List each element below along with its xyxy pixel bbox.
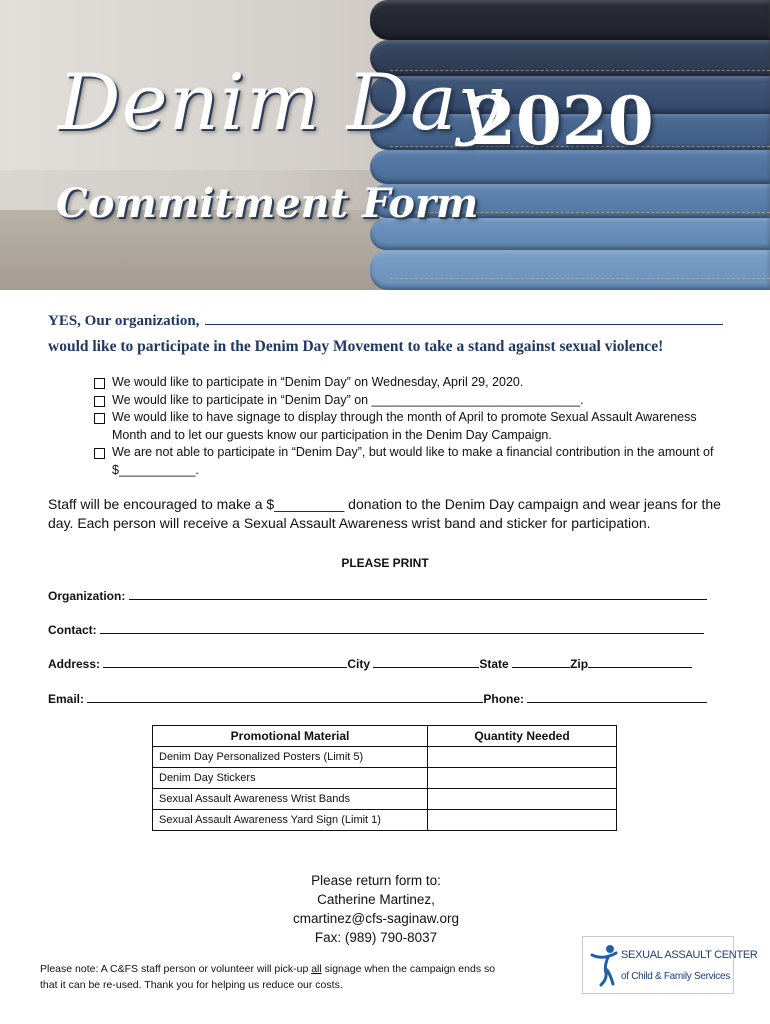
option-label: We would like to participate in “Denim Day” on Wednesday, April 29, 2020. [112, 375, 524, 389]
banner-subtitle: Commitment Form [56, 180, 479, 227]
option-participate-date[interactable] [94, 374, 734, 392]
address-row [48, 656, 692, 671]
return-email[interactable]: cmartinez@cfs-saginaw.org [292, 911, 459, 926]
organization-field [48, 588, 707, 603]
participation-options [94, 374, 734, 479]
please-print-heading: PLEASE PRINT [341, 556, 429, 570]
sexual-assault-center-logo [582, 936, 758, 994]
zip-label: Zip [570, 657, 589, 671]
return-contact-name: Catherine Martinez, [317, 892, 435, 907]
phone-input[interactable] [527, 691, 707, 703]
address-label: Address: [48, 657, 101, 671]
logo-line-2: of Child & Family Services [621, 971, 730, 982]
table-row [153, 768, 617, 789]
organization-blank[interactable] [205, 310, 723, 325]
option-label: We are not able to participate in “Denim Day”, but would like to make a financial contribution in the amount of $___________. [112, 445, 714, 477]
organization-label: Organization: [48, 589, 126, 603]
state-label: State [479, 657, 509, 671]
state-input[interactable] [512, 656, 570, 668]
quantity-cell[interactable] [428, 747, 617, 768]
city-input[interactable] [373, 656, 479, 668]
material-cell: Denim Day Stickers [153, 768, 428, 789]
option-participate-other-date[interactable] [94, 392, 734, 410]
email-input[interactable] [87, 691, 483, 703]
option-label: We would like to participate in “Denim Day” on ______________________________. [112, 392, 584, 407]
table-row [153, 810, 617, 831]
email-row [48, 691, 707, 706]
option-signage[interactable] [94, 409, 734, 444]
return-fax: Fax: (989) 790-8037 [314, 930, 438, 945]
contact-label: Contact: [48, 623, 97, 637]
yes-label: YES, Our organization, [48, 313, 200, 329]
contact-input[interactable] [100, 622, 704, 634]
quantity-cell[interactable] [428, 768, 617, 789]
logo-line-1: SEXUAL ASSAULT CENTER [621, 949, 758, 961]
organization-input[interactable] [129, 588, 707, 600]
checkbox-icon[interactable] [94, 378, 105, 389]
column-header-quantity: Quantity Needed [428, 726, 617, 747]
address-input[interactable] [103, 656, 347, 668]
option-financial-contribution[interactable] [94, 444, 734, 479]
zip-input[interactable] [588, 656, 692, 668]
organization-commitment-line [48, 310, 723, 330]
note-text-before: Please note: A C&FS staff person or volunteer will pick-up [40, 963, 312, 975]
table-row [153, 789, 617, 810]
email-label: Email: [48, 692, 85, 706]
material-cell: Sexual Assault Awareness Yard Sign (Limit 1) [153, 810, 428, 831]
table-header-row [153, 726, 617, 747]
checkbox-icon[interactable] [94, 413, 105, 424]
checkbox-icon[interactable] [94, 396, 105, 407]
note-underlined-word: all [311, 963, 322, 975]
option-label: We would like to have signage to display through the month of April to promote Sexual Assault Awareness Month and to let our guests know our participation in the Denim Day Campaign. [112, 410, 697, 442]
column-header-material: Promotional Material [153, 726, 428, 747]
promotional-material-table [152, 725, 617, 831]
person-figure-icon [589, 943, 619, 987]
city-label: City [347, 657, 371, 671]
table-row [153, 747, 617, 768]
staff-donation-paragraph: Staff will be encouraged to make a $_________ donation to the Denim Day campaign and wear jeans for the day. Each person will receive a Sexual Assault Awareness wrist band and sticker for participation. [48, 496, 721, 531]
material-cell: Denim Day Personalized Posters (Limit 5) [153, 747, 428, 768]
header-banner [0, 0, 770, 290]
pickup-note [40, 961, 510, 993]
participation-statement: would like to participate in the Denim Day Movement to take a stand against sexual violence! [48, 338, 664, 355]
checkbox-icon[interactable] [94, 448, 105, 459]
banner-title: Denim Day [58, 58, 503, 148]
quantity-cell[interactable] [428, 810, 617, 831]
note-text-after: signage when the campaign ends so that it can be re-used. Thank you for helping us reduce our costs. [40, 963, 496, 991]
return-heading: Please return form to: [311, 873, 441, 888]
phone-label: Phone: [483, 692, 525, 706]
contact-field [48, 622, 704, 637]
quantity-cell[interactable] [428, 789, 617, 810]
material-cell: Sexual Assault Awareness Wrist Bands [153, 789, 428, 810]
banner-year: 2020 [470, 82, 654, 160]
